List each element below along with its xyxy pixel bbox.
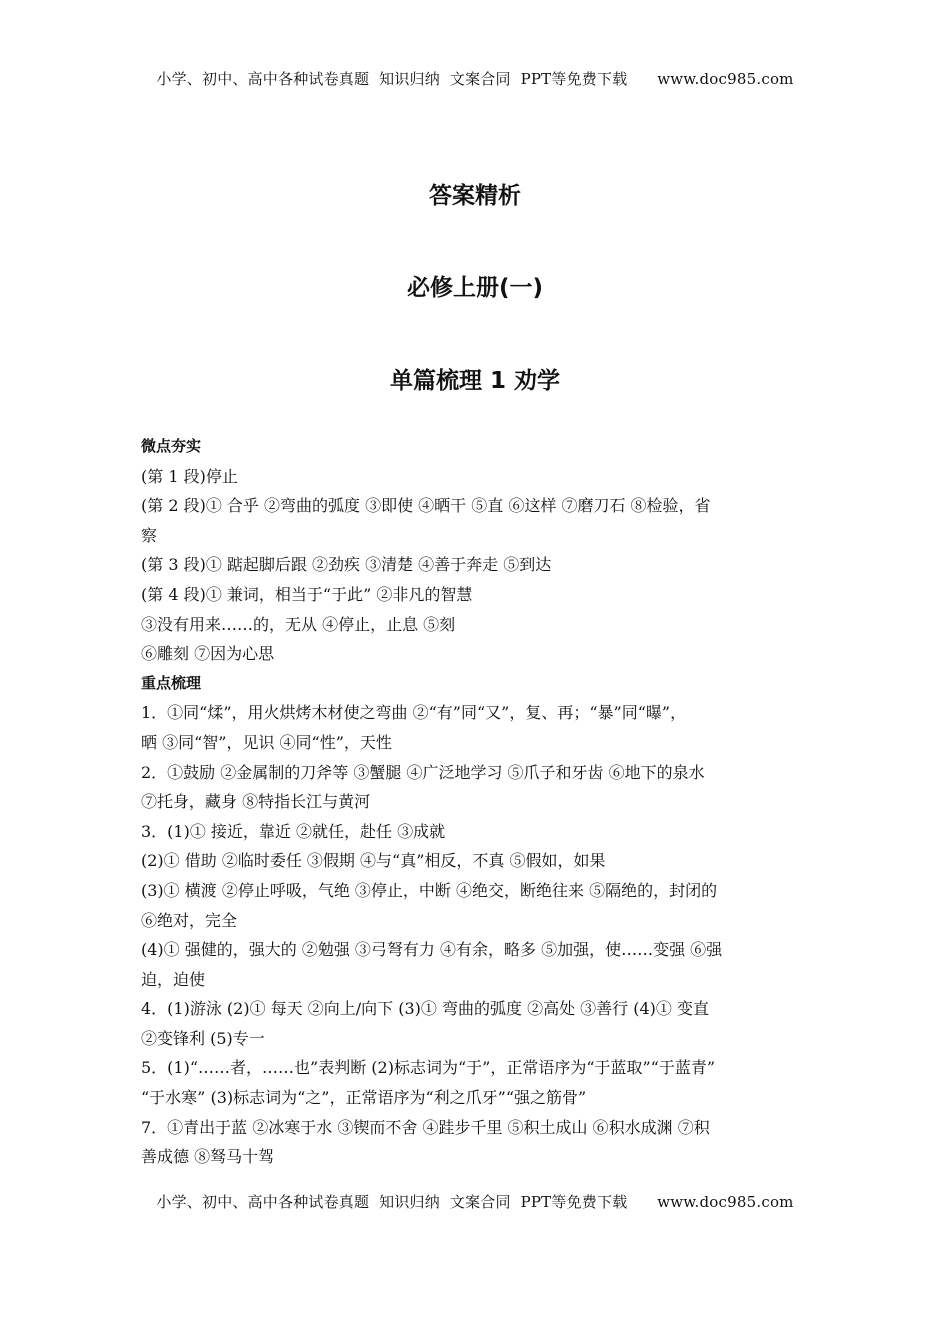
answer-line: ③没有用来……的，无从 ④停止，止息 ⑤刻	[141, 614, 456, 634]
answer-title: 答案精析	[429, 183, 521, 209]
page-footer: 小学、初中、高中各种试卷真题 知识归纳 文案合同 PPT等免费下载 www.doc985.com	[156, 1193, 794, 1211]
answer-line: 2．①鼓励 ②金属制的刀斧等 ③蟹腿 ④广泛地学习 ⑤爪子和牙齿 ⑥地下的泉水	[141, 762, 705, 782]
answer-line: 晒 ③同“智”，见识 ④同“性”，天性	[141, 732, 392, 752]
answer-line: ⑥雕刻 ⑦因为心思	[141, 644, 275, 664]
answer-line: (第 4 段)① 兼词，相当于“于此” ②非凡的智慧	[141, 584, 473, 604]
answer-line: (第 1 段)停止	[141, 466, 238, 486]
answer-line: “于水寒” (3)标志词为“之”，正常语序为“利之爪牙”“强之筋骨”	[141, 1088, 587, 1108]
answer-line: 1．①同“煣”，用火烘烤木材使之弯曲 ②“有”同“又”，复、再；“暴”同“曝”，	[141, 703, 687, 723]
answer-line: 善成德 ⑧驽马十驾	[141, 1147, 275, 1167]
section-heading-zhongdian: 重点梳理	[141, 673, 202, 692]
answer-line: 7．①青出于蓝 ②冰寒于水 ③锲而不舍 ④跬步千里 ⑤积土成山 ⑥积水成渊 ⑦积	[141, 1117, 710, 1137]
answer-line: 4．(1)游泳 (2)① 每天 ②向上/向下 (3)① 弯曲的弧度 ②高处 ③善行 (4)① 变直	[141, 999, 710, 1019]
answer-line: (4)① 强健的，强大的 ②勉强 ③弓弩有力 ④有余，略多 ⑤加强，使……变强 ⑥强	[141, 940, 723, 960]
lesson-title: 单篇梳理 1 劝学	[389, 368, 561, 394]
answer-line: (第 3 段)① 踮起脚后跟 ②劲疾 ③清楚 ④善于奔走 ⑤到达	[141, 555, 552, 575]
answer-line: 5．(1)“……者，……也”表判断 (2)标志词为“于”，正常语序为“于蓝取”“于蓝青”	[141, 1058, 716, 1078]
answer-content	[141, 432, 811, 1172]
answer-line: 迫，迫使	[141, 969, 206, 989]
answer-line: ②变锋利 (5)专一	[141, 1028, 265, 1048]
answer-line: (2)① 借助 ②临时委任 ③假期 ④与“真”相反，不真 ⑤假如，如果	[141, 851, 606, 871]
book-title: 必修上册(一)	[406, 275, 544, 301]
answer-line: (第 2 段)① 合乎 ②弯曲的弧度 ③即使 ④晒干 ⑤直 ⑥这样 ⑦磨刀石 ⑧检验，省	[141, 496, 711, 516]
answer-line: ⑥绝对，完全	[141, 910, 238, 930]
answer-line: 察	[141, 525, 158, 545]
answer-line: ⑦托身，藏身 ⑧特指长江与黄河	[141, 792, 371, 812]
page-header: 小学、初中、高中各种试卷真题 知识归纳 文案合同 PPT等免费下载 www.doc985.com	[156, 70, 794, 88]
answer-line: 3．(1)① 接近，靠近 ②就任，赴任 ③成就	[141, 821, 446, 841]
section-heading-weidian: 微点夯实	[141, 437, 202, 455]
answer-line: (3)① 横渡 ②停止呼吸，气绝 ③停止，中断 ④绝交，断绝往来 ⑤隔绝的，封闭的	[141, 880, 718, 900]
